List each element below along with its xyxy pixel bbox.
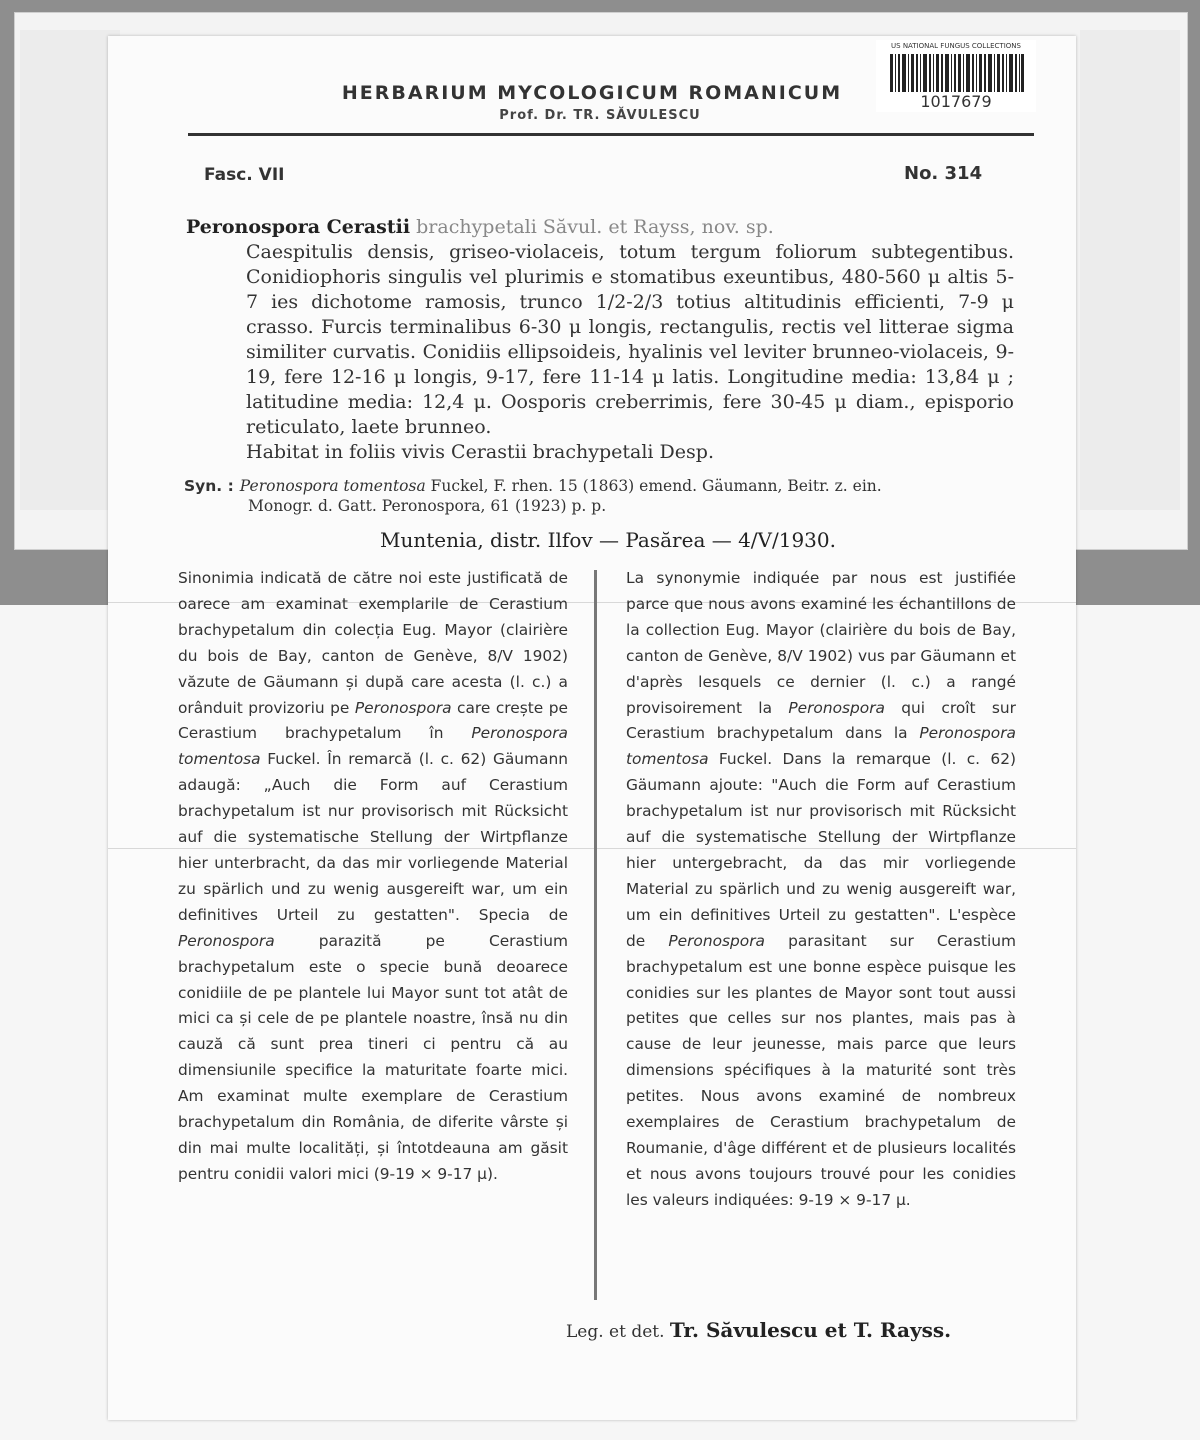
french-text-3: Fuckel. Dans la remarque (l. c. 62) Gäumann ajoute: "Auch die Form auf Cerastium brachypetalum ist nur provisorisch mit Rücksicht auf die systematische Stellung der Wirtpflanze hier untergebracht, da das mir vorliegende Material zu spärlich und zu wenig ausgereift war, um ein definitives Urteil zu gestatten". L'espèce de — [626, 750, 1016, 950]
synonym-italic: Peronospora tomentosa — [239, 477, 426, 495]
description-text: Caespitulis densis, griseo-violaceis, totum tergum foliorum subtegentibus. Conidiophoris singulis vel plurimis e stomatibus exeuntibus, 480-560 μ altis 5-7 ies dichotome ramosis, trunco 1/2-2/3 totius altitudinis efficienti, 7-9 μ crasso. Furcis terminalibus 6-30 μ longis, rectangulis, rectis vel litterae sigma similiter curvatis. Conidiis ellipsoideis, hyalinis vel leviter brunneo-violaceis, 9-19, fere 12-16 μ longis, 9-17, fere 11-14 μ latis. Longitudine media: 13,84 μ ; latitudine media: 12,4 μ. Oosporis creberrimis, fere 30-45 μ diam., episporio reticulato, laete brunneo. — [246, 241, 1014, 438]
romanian-note — [178, 566, 568, 1188]
species-name — [186, 216, 774, 238]
column-divider — [594, 570, 597, 1300]
romanian-italic-2: Peronospora tomentosa — [178, 724, 568, 769]
romanian-text-4: parazită pe Cerastium brachypetalum este o specie bună deoarece conidiile de pe plantele lui Mayor sunt tot atât de mici ca și cele de pe plantele noastre, însă nu din cauză că sunt prea tineri ci pentru că au dimensiunile specifice la maturitate foarte mici. Am examinat multe exemplare de Cerastium brachypetalum din România, de diferite vârste și din mai multe localități, și întotdeauna am găsit pentru conidii valori mici (9-19 × 9-17 μ). — [178, 931, 568, 1183]
header-rule — [188, 133, 1034, 136]
synonym-label: Syn. : — [184, 477, 234, 495]
french-text-1: La synonymie indiquée par nous est justifiée parce que nous avons examiné les échantillons de la collection Eug. Mayor (clairière du bois de Bay, canton de Genève, 8/V 1902) vus par Gäumann et d'après lesquels ce dernier (l. c.) a rangé provisoirement la — [626, 569, 1016, 717]
herbarium-title: HERBARIUM MYCOLOGICUM ROMANICUM — [341, 82, 843, 104]
french-note — [626, 566, 1016, 1214]
exsiccata-number: No. 314 — [904, 163, 983, 184]
collector-names: Tr. Săvulescu et T. Rayss. — [669, 1318, 952, 1342]
locality: Muntenia, distr. Ilfov — Pasărea — 4/V/1930. — [380, 528, 836, 552]
species-name-rest: brachypetali Săvul. et Rayss, nov. sp. — [410, 216, 774, 238]
synonym-line1: Fuckel, F. rhen. 15 (1863) emend. Gäumann, Beitr. z. ein. — [425, 477, 882, 495]
envelope-flap-left — [20, 30, 120, 510]
romanian-italic-1: Peronospora — [354, 698, 452, 717]
romanian-text-2: care crește pe Cerastium brachypetalum în — [178, 698, 568, 743]
synonym-line2: Monogr. d. Gatt. Peronospora, 61 (1923) p. p. — [248, 497, 607, 515]
catalog-number: 1017679 — [920, 92, 992, 111]
romanian-text-1: Sinonimia indicată de către noi este justificată de oarece am examinat exemplarile de Cerastium brachypetalum din colecția Eug. Mayor (clairière du bois de Bay, canton de Genève, 8/V 1902) văzute de Gäumann și după care acesta (l. c.) a orânduit provizoriu pe — [178, 569, 568, 717]
barcode-caption: US NATIONAL FUNGUS COLLECTIONS — [891, 42, 1021, 50]
collector-prefix: Leg. et det. — [566, 1322, 670, 1342]
species-name-bold: Peronospora Cerastii — [186, 216, 411, 238]
barcode-label — [876, 40, 1036, 112]
french-italic-3: Peronospora — [668, 931, 765, 950]
romanian-italic-3: Peronospora — [178, 931, 275, 950]
synonymy — [184, 476, 1014, 516]
habitat-text: Habitat in foliis vivis Cerastii brachypetali Desp. — [246, 441, 714, 463]
romanian-text-3: Fuckel. În remarcă (l. c. 62) Gäumann adaugă: „Auch die Form auf Cerastium brachypetalum ist nur provisorisch mit Rücksicht auf die systematische Stellung der Wirtpflanze hier unterbracht, da das mir vorliegende Material zu spärlich und zu wenig ausgereift war, um ein definitives Urteil zu gestatten". Specia de — [178, 750, 568, 924]
species-description — [246, 240, 1014, 465]
french-text-2: qui croît sur Cerastium brachypetalum dans la — [626, 698, 1016, 743]
collector-credit — [566, 1318, 951, 1342]
herbarium-subtitle: Prof. Dr. TR. SĂVULESCU — [499, 108, 701, 123]
french-text-4: parasitant sur Cerastium brachypetalum est une bonne espèce puisque les conidies sur les plantes de Mayor sont tout aussi petites que celles sur nos plantes, mais pas à cause de leur jeunesse, mais parce que leurs dimensions spécifiques à la maturité sont très petites. Nous avons examiné de nombreux exemplaires de Cerastium brachypetalum de Roumanie, d'âge différent et de plusieurs localités et nous avons toujours trouvé pour les conidies les valeurs indiquées: 9-19 × 9-17 μ. — [626, 931, 1016, 1209]
french-italic-2: Peronospora tomentosa — [626, 724, 1016, 769]
fascicle: Fasc. VII — [204, 165, 285, 185]
barcode-icon — [890, 54, 1024, 92]
herbarium-label-sheet — [108, 36, 1076, 1420]
envelope-flap-right — [1080, 30, 1180, 510]
french-italic-1: Peronospora — [788, 698, 885, 717]
